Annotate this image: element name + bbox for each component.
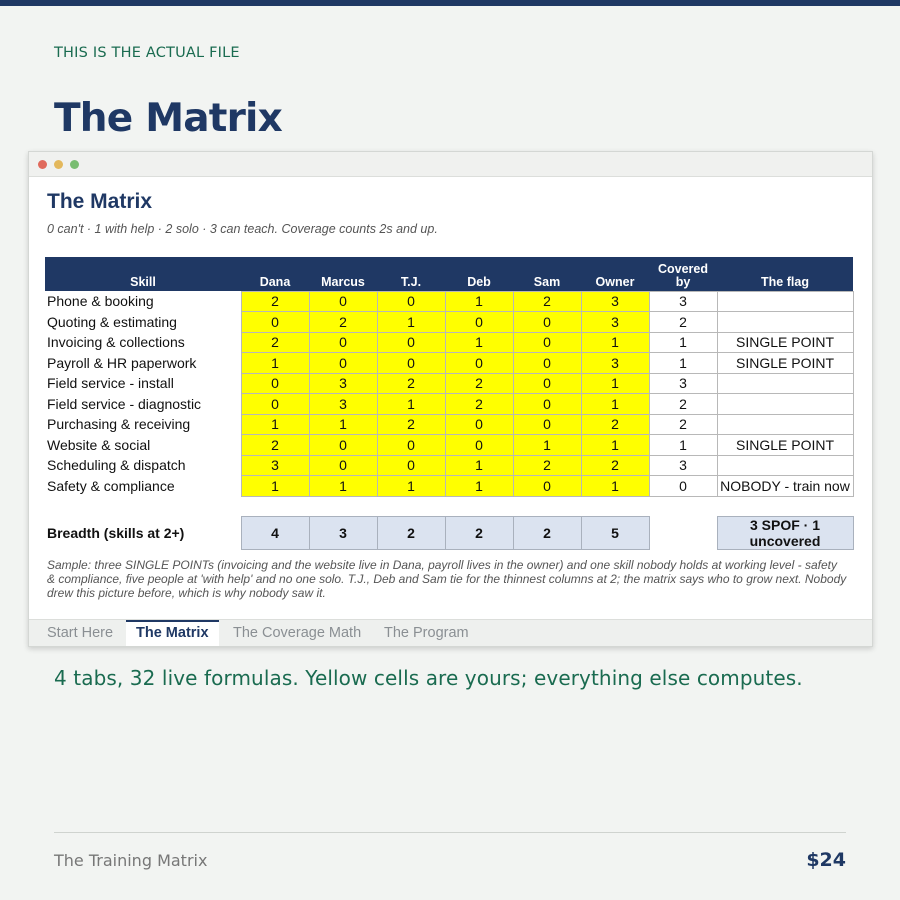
score-input-cell[interactable]: 1: [513, 435, 581, 456]
score-input-cell[interactable]: 3: [581, 291, 649, 312]
table-row: [45, 435, 853, 456]
score-input-cell[interactable]: 2: [309, 312, 377, 333]
score-input-cell[interactable]: 2: [377, 373, 445, 394]
flag-cell[interactable]: SINGLE POINT: [717, 353, 853, 374]
eyebrow-label: THIS IS THE ACTUAL FILE: [54, 45, 240, 61]
flag-cell[interactable]: [717, 394, 853, 415]
score-input-cell[interactable]: 0: [309, 353, 377, 374]
score-input-cell[interactable]: 3: [581, 312, 649, 333]
score-input-cell[interactable]: 0: [377, 455, 445, 476]
score-input-cell[interactable]: 3: [241, 455, 309, 476]
covered-by-cell[interactable]: 2: [649, 312, 717, 333]
spacer-cell: [45, 496, 853, 517]
sheet-title: The Matrix: [47, 190, 153, 213]
score-input-cell[interactable]: 2: [581, 455, 649, 476]
skill-cell[interactable]: Safety & compliance: [47, 477, 175, 494]
score-input-cell[interactable]: 1: [241, 353, 309, 374]
sheet-tab-bar: [29, 619, 873, 647]
table-row: [45, 476, 853, 497]
score-input-cell[interactable]: 3: [581, 353, 649, 374]
score-input-cell[interactable]: 1: [377, 394, 445, 415]
score-input-cell[interactable]: 1: [581, 332, 649, 353]
flag-cell[interactable]: [717, 373, 853, 394]
table-row: [45, 414, 853, 435]
flag-cell[interactable]: [717, 312, 853, 333]
score-input-cell[interactable]: 1: [309, 414, 377, 435]
header-person[interactable]: Owner: [581, 257, 649, 291]
skill-cell[interactable]: Field service - diagnostic: [47, 395, 202, 412]
header-skill[interactable]: Skill: [45, 257, 241, 291]
covered-by-cell[interactable]: 1: [649, 332, 717, 353]
score-input-cell[interactable]: 1: [445, 455, 513, 476]
header-person[interactable]: Marcus: [309, 257, 377, 291]
score-input-cell[interactable]: 2: [377, 414, 445, 435]
header-person[interactable]: Dana: [241, 257, 309, 291]
covered-by-cell[interactable]: 1: [649, 435, 717, 456]
score-input-cell[interactable]: 1: [581, 394, 649, 415]
score-input-cell[interactable]: 1: [377, 476, 445, 497]
covered-by-cell[interactable]: 2: [649, 394, 717, 415]
score-input-cell[interactable]: 0: [241, 373, 309, 394]
header-covered-line1: Covered: [657, 261, 709, 276]
header-covered-line2: by: [675, 274, 691, 289]
score-input-cell[interactable]: 0: [309, 435, 377, 456]
score-input-cell[interactable]: 1: [241, 414, 309, 435]
score-input-cell[interactable]: 0: [445, 353, 513, 374]
covered-by-cell[interactable]: 1: [649, 353, 717, 374]
page-title: The Matrix: [54, 96, 282, 141]
flag-cell[interactable]: [717, 414, 853, 435]
tab-start-here[interactable]: Start Here: [47, 625, 114, 641]
tab-coverage-math[interactable]: The Coverage Math: [233, 625, 362, 641]
score-input-cell[interactable]: 1: [309, 476, 377, 497]
sheet-subtitle: 0 can't · 1 with help · 2 solo · 3 can teach. Coverage counts 2s and up.: [47, 222, 438, 236]
skill-cell[interactable]: Payroll & HR paperwork: [47, 354, 197, 371]
breadth-value-cell[interactable]: 2: [377, 517, 445, 550]
score-input-cell[interactable]: 0: [309, 332, 377, 353]
maximize-window-icon[interactable]: [70, 160, 79, 169]
header-person[interactable]: Deb: [445, 257, 513, 291]
score-input-cell[interactable]: 1: [581, 476, 649, 497]
header-person[interactable]: Sam: [513, 257, 581, 291]
score-input-cell[interactable]: 0: [309, 455, 377, 476]
score-input-cell[interactable]: 2: [581, 414, 649, 435]
top-accent-bar: [0, 0, 900, 6]
table-row: [45, 291, 853, 312]
caption-text: 4 tabs, 32 live formulas. Yellow cells are yours; everything else computes.: [54, 666, 803, 690]
covered-by-cell[interactable]: 3: [649, 373, 717, 394]
score-input-cell[interactable]: 0: [513, 394, 581, 415]
tab-the-matrix[interactable]: The Matrix: [126, 620, 219, 647]
score-input-cell[interactable]: 0: [513, 414, 581, 435]
table-row: [45, 455, 853, 476]
spreadsheet-window: [28, 151, 873, 647]
footer-product-name: The Training Matrix: [54, 851, 208, 870]
header-flag[interactable]: The flag: [717, 257, 853, 291]
score-input-cell[interactable]: 0: [513, 332, 581, 353]
footer-divider: [54, 832, 846, 833]
skill-cell[interactable]: Website & social: [47, 436, 151, 453]
score-input-cell[interactable]: 2: [241, 291, 309, 312]
score-input-cell[interactable]: 0: [309, 291, 377, 312]
score-input-cell[interactable]: 0: [445, 435, 513, 456]
header-covered-by[interactable]: [649, 257, 717, 291]
score-input-cell[interactable]: 0: [445, 414, 513, 435]
table-row: [45, 373, 853, 394]
breadth-label[interactable]: Breadth (skills at 2+): [47, 525, 185, 541]
skill-cell[interactable]: Quoting & estimating: [47, 313, 177, 330]
minimize-window-icon[interactable]: [54, 160, 63, 169]
table-row: [45, 394, 853, 415]
skill-cell[interactable]: Scheduling & dispatch: [47, 457, 186, 474]
skill-cell[interactable]: Phone & booking: [47, 293, 154, 310]
breadth-summary-cell[interactable]: 3 SPOF · 1 uncovered: [717, 517, 853, 550]
score-input-cell[interactable]: 2: [445, 394, 513, 415]
table-row: [45, 353, 853, 374]
covered-by-cell[interactable]: 3: [649, 291, 717, 312]
covered-by-cell[interactable]: 2: [649, 414, 717, 435]
covered-by-cell[interactable]: 3: [649, 455, 717, 476]
table-row: [45, 332, 853, 353]
score-input-cell[interactable]: 0: [377, 291, 445, 312]
score-input-cell[interactable]: 1: [241, 476, 309, 497]
breadth-row: [45, 517, 853, 550]
spacer-row: [45, 496, 853, 517]
score-input-cell[interactable]: 0: [513, 312, 581, 333]
flag-cell[interactable]: SINGLE POINT: [717, 435, 853, 456]
score-input-cell[interactable]: 1: [581, 373, 649, 394]
score-input-cell[interactable]: 2: [241, 332, 309, 353]
score-input-cell[interactable]: 1: [445, 332, 513, 353]
score-input-cell[interactable]: 3: [309, 394, 377, 415]
flag-cell[interactable]: [717, 455, 853, 476]
breadth-value-cell[interactable]: 2: [513, 517, 581, 550]
skill-cell[interactable]: Field service - install: [47, 375, 174, 392]
score-input-cell[interactable]: 0: [241, 394, 309, 415]
score-input-cell[interactable]: 1: [377, 312, 445, 333]
skill-cell[interactable]: Invoicing & collections: [47, 334, 185, 351]
breadth-value-cell[interactable]: 3: [309, 517, 377, 550]
score-input-cell[interactable]: 0: [377, 435, 445, 456]
score-input-cell[interactable]: 0: [241, 312, 309, 333]
covered-by-cell[interactable]: 0: [649, 476, 717, 497]
score-input-cell[interactable]: 0: [377, 332, 445, 353]
breadth-value-cell[interactable]: 2: [445, 517, 513, 550]
score-input-cell[interactable]: 0: [377, 353, 445, 374]
skill-cell[interactable]: Purchasing & receiving: [47, 416, 191, 433]
score-input-cell[interactable]: 0: [445, 312, 513, 333]
score-input-cell[interactable]: 2: [241, 435, 309, 456]
score-input-cell[interactable]: 1: [445, 476, 513, 497]
score-input-cell[interactable]: 1: [445, 291, 513, 312]
footer-price: $24: [806, 849, 846, 871]
score-input-cell[interactable]: 2: [513, 291, 581, 312]
flag-cell[interactable]: NOBODY - train now: [717, 476, 853, 497]
header-row: [45, 257, 853, 291]
flag-cell[interactable]: [717, 291, 853, 312]
breadth-gap-cell: [649, 517, 717, 550]
close-window-icon[interactable]: [38, 160, 47, 169]
matrix-table: [45, 257, 854, 550]
score-input-cell[interactable]: 0: [513, 476, 581, 497]
score-input-cell[interactable]: 0: [513, 353, 581, 374]
flag-cell[interactable]: SINGLE POINT: [717, 332, 853, 353]
score-input-cell[interactable]: 2: [513, 455, 581, 476]
header-person[interactable]: T.J.: [377, 257, 445, 291]
score-input-cell[interactable]: 0: [513, 373, 581, 394]
window-titlebar: [29, 152, 872, 177]
score-input-cell[interactable]: 3: [309, 373, 377, 394]
score-input-cell[interactable]: 2: [445, 373, 513, 394]
score-input-cell[interactable]: 1: [581, 435, 649, 456]
table-row: [45, 312, 853, 333]
sample-note: Sample: three SINGLE POINTs (invoicing and the website live in Dana, payroll lives in the owner) and one skill nobody holds at working level - safety & compliance, five people at 'with help' and no one solo. T.J., Deb and Sam tie for the thinnest columns at 2; the matrix says who to grow next. Nobody drew this picture before, which is why nobody saw it.: [47, 558, 847, 600]
tab-the-program[interactable]: The Program: [384, 625, 469, 641]
breadth-value-cell[interactable]: 4: [241, 517, 309, 550]
breadth-value-cell[interactable]: 5: [581, 517, 649, 550]
